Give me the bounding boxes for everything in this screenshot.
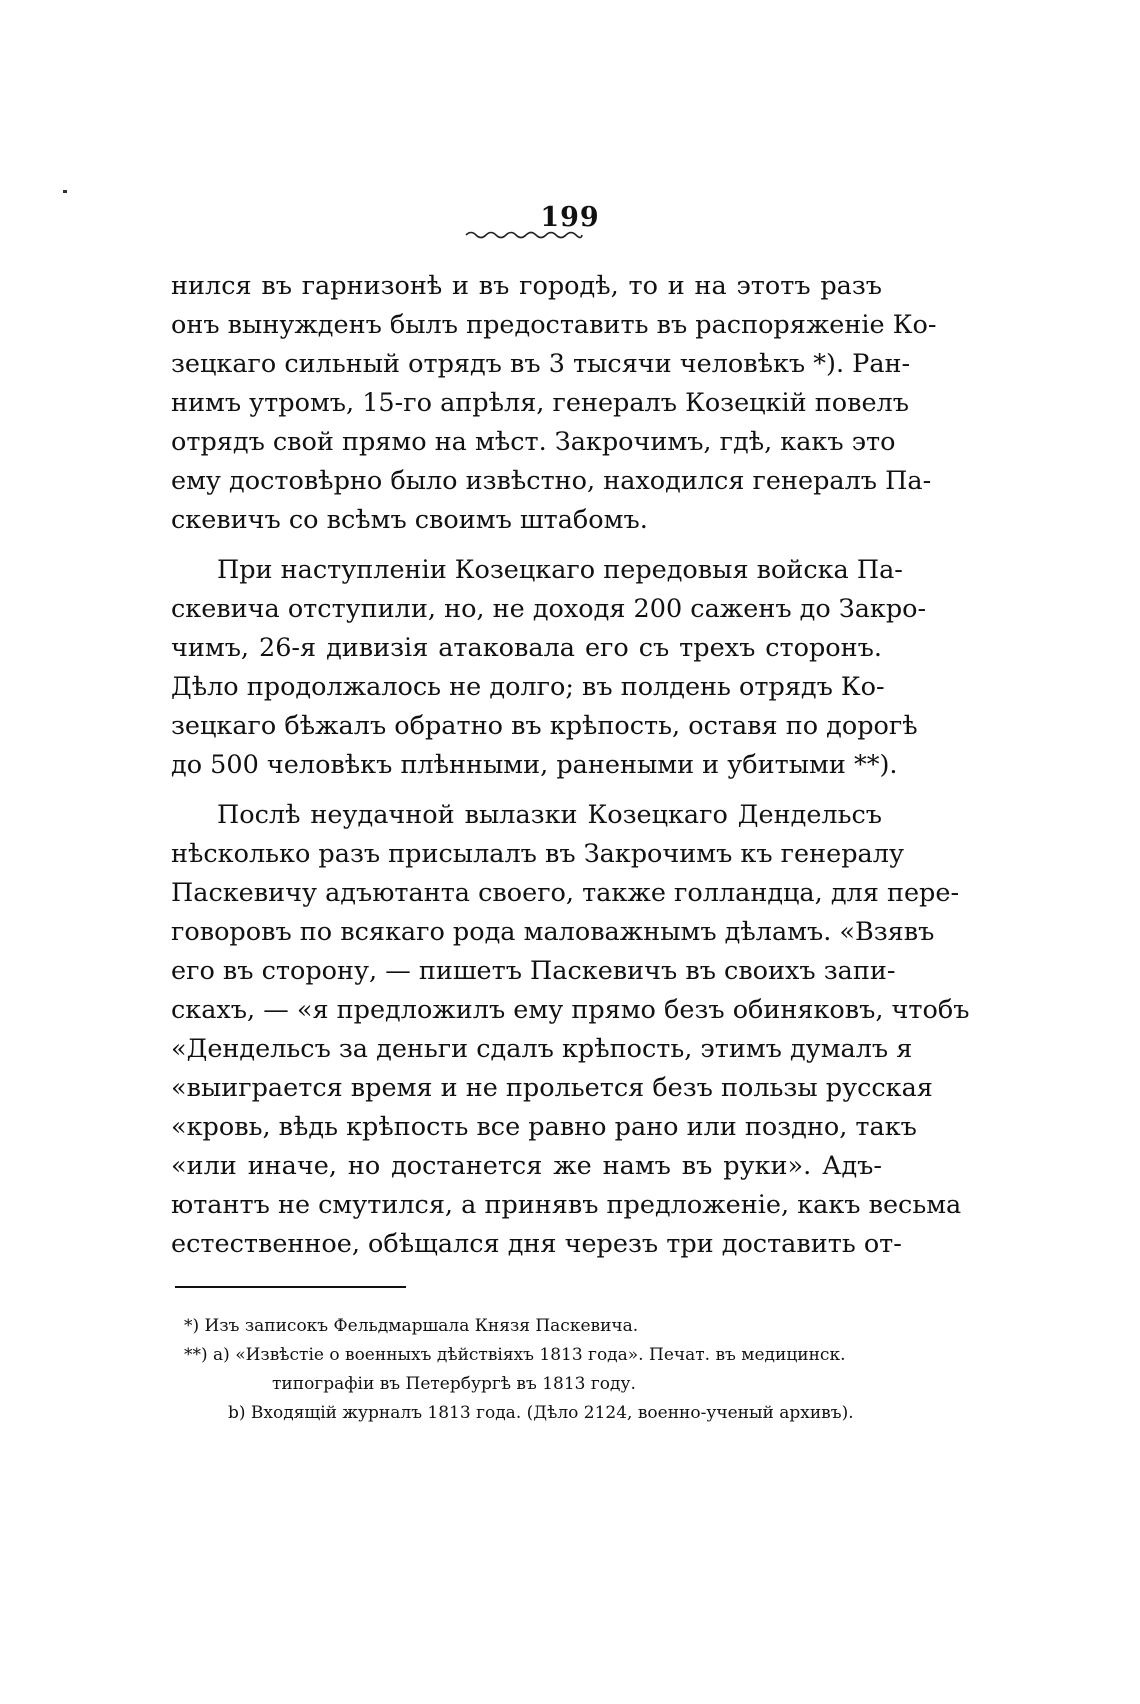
text-line: нимъ утромъ, 15-го апрѣля, генералъ Козецкій повелъ [171,388,909,418]
text-line: нѣсколько разъ присылалъ въ Закрочимъ къ генералу [171,839,904,869]
text-line: говоровъ по всякаго рода маловажнымъ дѣламъ. «Взявъ [171,917,935,947]
text-line: до 500 человѣкъ плѣнными, ранеными и убитыми **). [171,750,898,780]
footnote-divider [175,1286,406,1288]
text-line: отрядъ свой прямо на мѣст. Закрочимъ, гдѣ, какъ это [171,427,896,457]
text-line: ему достовѣрно было извѣстно, находился генералъ Па- [171,466,932,496]
text-line: естественное, обѣщался дня черезъ три доставить от- [171,1229,902,1259]
text-line: «кровь, вѣдь крѣпость все равно рано или поздно, такъ [171,1112,917,1142]
text-line: онъ вынужденъ былъ предоставить въ распоряженіе Ко- [171,310,937,340]
footnote-2a-continuation: типографіи въ Петербургѣ въ 1813 году. [272,1374,636,1394]
main-text [171,267,970,1264]
text-line: Дѣло продолжалось не долго; въ полдень отрядъ Ко- [171,672,885,702]
text-line: нился въ гарнизонѣ и въ городѣ, то и на этотъ разъ [171,271,882,301]
page-number: 199 [540,202,600,233]
text-line: скевичъ со всѣмъ своимъ штабомъ. [171,505,648,535]
text-line: «или иначе, но достанется же намъ въ руки». Адъ- [171,1151,882,1181]
paragraph-2 [171,551,927,785]
text-line: зецкаго сильный отрядъ въ 3 тысячи человѣкъ *). Ран- [171,349,911,379]
text-line: «выиграется время и не прольется безъ пользы русская [171,1073,933,1103]
text-line: «Дендельсъ за деньги сдалъ крѣпость, этимъ думалъ я [171,1034,913,1064]
text-line: зецкаго бѣжалъ обратно въ крѣпость, оставя по дорогѣ [171,711,918,741]
paragraph-gap [171,540,882,551]
text-line: его въ сторону, — пишетъ Паскевичъ въ своихъ запи- [171,956,896,986]
page-number-ornament [464,228,584,242]
text-line: чимъ, 26-я дивизія атаковала его съ трехъ сторонъ. [171,633,882,663]
text-line: скевича отступили, но, не доходя 200 саженъ до Закро- [171,594,927,624]
paragraph-gap [171,785,882,796]
paragraph-3 [171,796,970,1264]
footnotes [184,1312,884,1428]
footnote-2a: **) a) «Извѣстіе о военныхъ дѣйствіяхъ 1813 года». Печат. въ медицинск. [184,1345,846,1365]
footnote-2b: b) Входящій журналъ 1813 года. (Дѣло 2124, военно-ученый архивъ). [228,1403,854,1423]
text-line: Паскевичу адъютанта своего, также голландца, для пере- [171,878,960,908]
text-line: ютантъ не смутился, а принявъ предложеніе, какъ весьма [171,1190,962,1220]
footnote-1: *) Изъ записокъ Фельдмаршала Князя Паскевича. [184,1316,639,1336]
text-line: Послѣ неудачной вылазки Козецкаго Дендельсъ [217,800,882,830]
text-line: При наступленіи Козецкаго передовыя войска Па- [217,555,903,585]
scan-speck [63,190,67,193]
text-line: скахъ, — «я предложилъ ему прямо безъ обиняковъ, чтобъ [171,995,970,1025]
paragraph-1 [171,267,937,540]
